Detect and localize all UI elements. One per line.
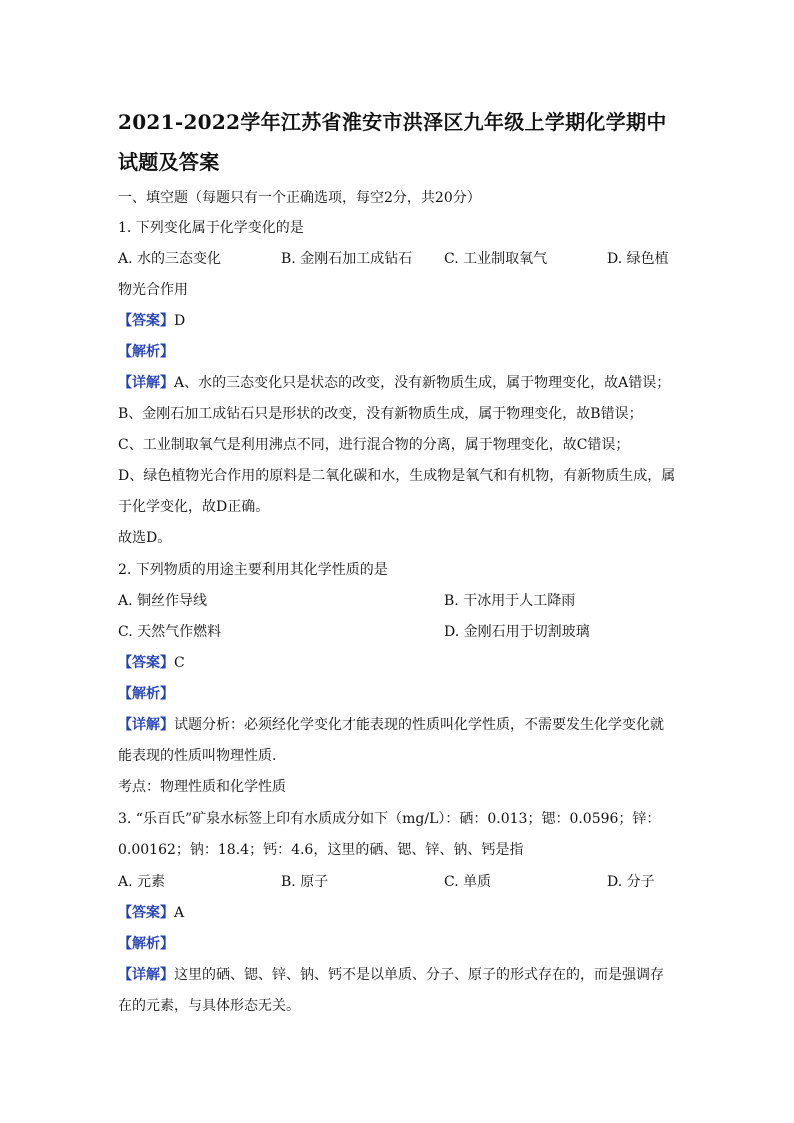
answer-tag: 【答案】 [118, 905, 174, 921]
section-header: 一、填空题（每题只有一个正确选项，每空2分，共20分） [118, 190, 481, 206]
q3-detail-line: 在的元素，与具体形态无关。 [118, 998, 300, 1014]
analysis-tag: 【解析】 [118, 686, 174, 702]
q2-option-a: A. 铜丝作导线 [118, 593, 208, 609]
answer-value: C [174, 655, 185, 671]
detail-text: 这里的硒、锶、锌、钠、钙不是以单质、分子、原子的形式存在的，而是强调存 [174, 967, 664, 983]
document-title-line1: 2021-2022学年江苏省淮安市洪泽区九年级上学期化学期中 [118, 110, 667, 134]
q1-detail-line: 于化学变化，故D正确。 [118, 499, 270, 515]
q1-detail-line [118, 373, 670, 393]
q2-detail-line: 考点：物理性质和化学性质 [118, 779, 286, 795]
q3-detail-line [118, 965, 664, 985]
q1-option-c: C. 工业制取氧气 [444, 251, 548, 267]
q3-analysis-tag [118, 934, 174, 954]
q1-stem: 1. 下列变化属于化学变化的是 [118, 220, 304, 236]
q3-stem-line: 3. “乐百氏”矿泉水标签上印有水质成分如下（mg/L）：硒：0.013；锶：0.0596；锌： [118, 811, 661, 827]
q2-analysis-tag [118, 684, 174, 704]
document-title-line2: 试题及答案 [118, 150, 220, 174]
q2-detail-line: 能表现的性质叫物理性质. [118, 748, 277, 764]
q2-answer [118, 653, 185, 673]
q1-option-a: A. 水的三态变化 [118, 251, 222, 267]
q3-stem-line: 0.00162；钠：18.4；钙：4.6，这里的硒、锶、锌、钠、钙是指 [118, 842, 524, 858]
q2-option-b: B. 干冰用于人工降雨 [444, 593, 576, 609]
q1-option-d: D. 绿色植 [607, 251, 669, 267]
detail-tag: 【详解】 [118, 967, 174, 983]
q3-answer [118, 903, 184, 923]
q3-option-c: C. 单质 [444, 874, 492, 890]
q2-option-c: C. 天然气作燃料 [118, 624, 222, 640]
q1-detail-line: C、工业制取氧气是利用沸点不同，进行混合物的分离，属于物理变化，故C错误； [118, 437, 630, 453]
q3-option-a: A. 元素 [118, 874, 166, 890]
q1-answer [118, 311, 185, 331]
q1-analysis-tag [118, 342, 174, 362]
analysis-tag: 【解析】 [118, 936, 174, 952]
q3-option-d: D. 分子 [607, 874, 655, 890]
q1-detail-line: B、金刚石加工成钻石只是形状的改变，没有新物质生成，属于物理变化，故B错误； [118, 406, 643, 422]
answer-tag: 【答案】 [118, 313, 174, 329]
detail-tag: 【详解】 [118, 717, 174, 733]
q2-option-d: D. 金刚石用于切割玻璃 [444, 624, 590, 640]
detail-tag: 【详解】 [118, 375, 174, 391]
q3-option-b: B. 原子 [281, 874, 329, 890]
q2-stem: 2. 下列物质的用途主要利用其化学性质的是 [118, 562, 388, 578]
q1-option-b: B. 金刚石加工成钻石 [281, 251, 413, 267]
answer-value: D [174, 313, 186, 329]
q1-detail-line: D、绿色植物光合作用的原料是二氧化碳和水，生成物是氧气和有机物，有新物质生成，属 [118, 468, 676, 484]
analysis-tag: 【解析】 [118, 344, 174, 360]
answer-value: A [174, 905, 185, 921]
q1-detail-line: 故选D。 [118, 530, 172, 546]
detail-text: A、水的三态变化只是状态的改变，没有新物质生成，属于物理变化，故A错误； [174, 375, 671, 391]
q1-option-continuation: 物光合作用 [118, 282, 188, 298]
detail-text: 试题分析：必须经化学变化才能表现的性质叫化学性质，不需要发生化学变化就 [174, 717, 664, 733]
answer-tag: 【答案】 [118, 655, 174, 671]
q2-detail-line [118, 715, 664, 735]
